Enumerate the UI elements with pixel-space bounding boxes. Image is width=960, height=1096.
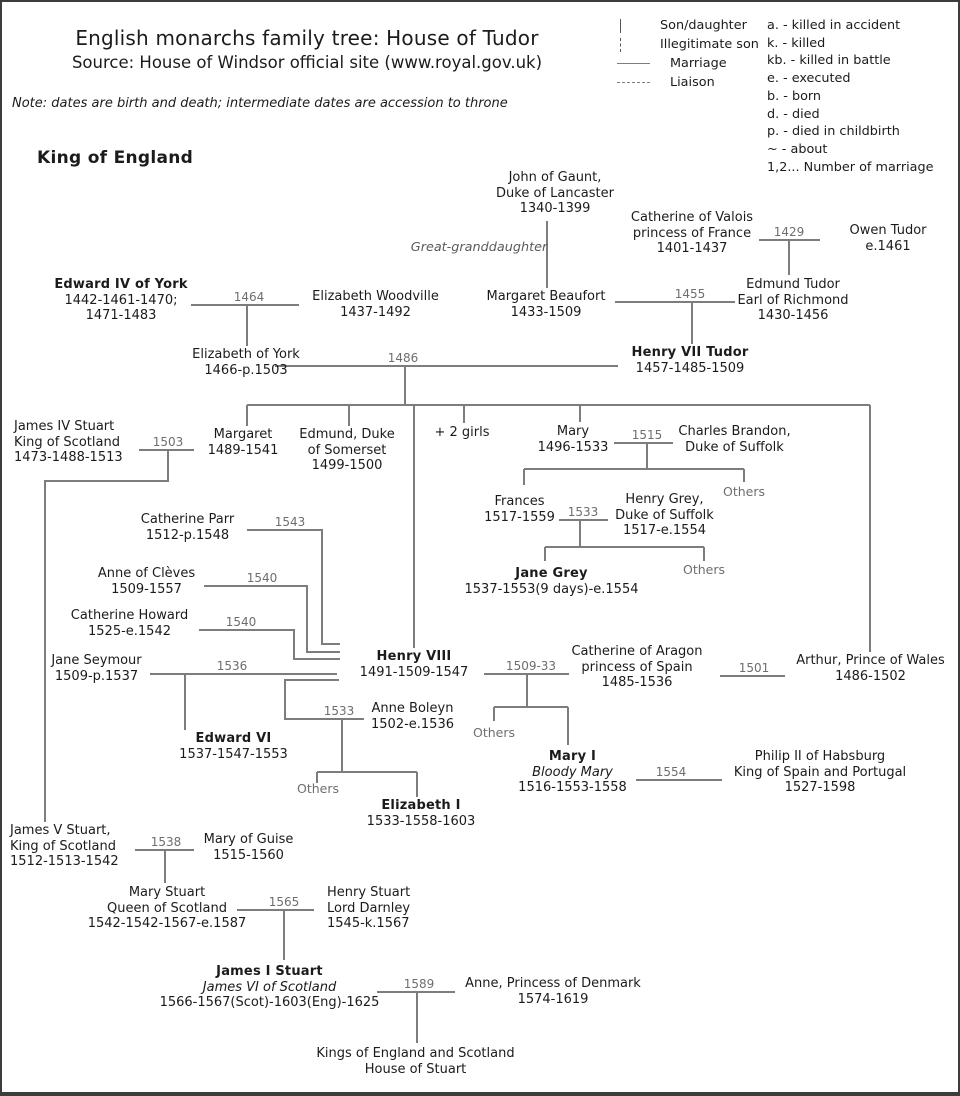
marriage-year-1540-howard: 1540 [225, 615, 257, 629]
person-dates: 1517-1559 [484, 509, 555, 525]
person-dates: 1512-p.1548 [145, 527, 230, 543]
person-name: Henry Stuart [327, 885, 411, 900]
marriage-year-1429: 1429 [773, 225, 805, 239]
person-name: Edmund Tudor [746, 277, 840, 292]
person-margaret-beaufort [476, 289, 616, 320]
others-label-boleyn: Others [296, 781, 340, 796]
person-dates: 1437-1492 [340, 304, 411, 320]
legend-label: Son/daughter [660, 18, 747, 33]
person-title: Duke of Suffolk [685, 439, 784, 455]
person-name: Elizabeth Woodville [312, 289, 439, 304]
person-name: Edward IV of York [54, 277, 188, 292]
label-house-of-stuart [308, 1046, 523, 1077]
page-title: English monarchs family tree: House of Tudor [75, 26, 539, 50]
person-dates: 1433-1509 [510, 304, 582, 320]
person-elizabeth-woodville [298, 289, 453, 320]
person-john-of-gaunt [480, 170, 630, 217]
person-dates: 1515-1560 [213, 847, 284, 863]
person-title: Earl of Richmond [737, 292, 849, 308]
person-anne-of-denmark [458, 976, 648, 1007]
legend-abbr: p. - died in childbirth [767, 124, 900, 140]
person-dates: 1525-e.1542 [88, 623, 171, 639]
illegitimate-son-line-icon [614, 38, 652, 52]
marriage-year-1515: 1515 [631, 428, 663, 442]
marriage-year-1533-grey: 1533 [567, 505, 599, 519]
person-catherine-parr [125, 512, 250, 543]
person-dates: 1499-1500 [311, 458, 383, 474]
person-name: Anne of Clèves [97, 566, 196, 581]
header [17, 26, 597, 72]
person-title: of Somerset [307, 442, 387, 458]
person-name: James V Stuart, [10, 823, 111, 838]
person-alt-name: James VI of Scotland [202, 979, 337, 995]
marriage-year-1533-boleyn: 1533 [323, 704, 355, 718]
person-dates: 1489-1541 [207, 442, 279, 458]
liaison-line-icon [614, 82, 652, 83]
person-name: Margaret Beaufort [486, 289, 606, 304]
person-name: Jane Grey [515, 566, 588, 581]
legend-row-son-daughter [614, 16, 764, 35]
legend-abbr: a. - killed in accident [767, 18, 901, 33]
person-dates: 1517-e.1554 [623, 523, 706, 539]
person-name: Margaret [213, 427, 273, 442]
person-name: Mary I [548, 749, 597, 764]
person-jane-grey [444, 566, 659, 597]
person-dates: 1509-p.1537 [54, 668, 139, 684]
person-name: John of Gaunt, [508, 170, 602, 185]
person-dates: 1496-1533 [537, 439, 609, 455]
person-dates: 1537-1547-1553 [179, 746, 288, 762]
person-henry-viii [339, 649, 489, 680]
marriage-line-1540-cleves [204, 586, 340, 652]
person-henry-stuart [327, 885, 437, 932]
person-name: Catherine of Aragon [571, 644, 703, 659]
person-name: Mary of Guise [203, 832, 294, 847]
person-frances [472, 494, 567, 525]
legend-abbr: kb. - killed in battle [767, 53, 891, 69]
legend-row-illegitimate-son [614, 35, 764, 54]
person-title: princess of France [632, 225, 752, 241]
person-dates: 1566-1567(Scot)-1603(Eng)-1625 [159, 995, 380, 1011]
others-label-aragon: Others [472, 725, 516, 740]
person-name: Anne, Princess of Denmark [465, 976, 641, 991]
legend-abbr: d. - died [767, 106, 820, 122]
marriage-year-1565: 1565 [268, 895, 300, 909]
person-edward-iv [41, 277, 201, 324]
person-dates: 1537-1553(9 days)-e.1554 [464, 581, 639, 597]
person-dates: 1502-e.1536 [371, 716, 454, 732]
legend-abbr: k. - killed [767, 35, 826, 51]
person-jane-seymour [34, 653, 159, 684]
person-title: King of Spain and Portugal [733, 764, 907, 780]
person-elizabeth-i [351, 798, 491, 829]
person-name: Jane Seymour [51, 653, 142, 668]
marriage-year-1455: 1455 [674, 287, 706, 301]
person-james-iv [14, 419, 144, 466]
person-dates: 1574-1619 [517, 991, 589, 1007]
person-dates: 1466-p.1503 [204, 362, 288, 378]
marriage-year-1464: 1464 [233, 290, 265, 304]
marriage-year-1543: 1543 [274, 515, 306, 529]
legend-abbr: ~ - about [767, 141, 828, 157]
person-title: Lord Darnley [327, 900, 411, 916]
others-label-grey: Others [682, 562, 726, 577]
person-nickname: Bloody Mary [532, 764, 613, 780]
source-line: Source: House of Windsor official site (www.royal.gov.uk) [71, 53, 543, 72]
marriage-year-1503: 1503 [152, 435, 184, 449]
person-catherine-of-valois [622, 210, 762, 257]
children-note: + 2 girls [434, 425, 490, 440]
legend-label: Illegitimate son [660, 37, 759, 52]
person-edmund-tudor [728, 277, 858, 324]
marriage-year-1540-cleves: 1540 [246, 571, 278, 585]
person-title: King of Scotland [10, 838, 116, 854]
person-title: Duke of Suffolk [615, 507, 714, 523]
person-dates: 1471-1483 [85, 308, 157, 324]
legend-abbr: 1,2... Number of marriage [767, 159, 934, 175]
descendants-label: Kings of England and Scotland [316, 1046, 515, 1061]
person-name: James IV Stuart [14, 419, 115, 434]
person-name: Frances [494, 494, 545, 509]
person-dates: 1545-k.1567 [327, 916, 410, 932]
person-dates: 1533-1558-1603 [366, 813, 476, 829]
marriage-year-1538: 1538 [150, 835, 182, 849]
person-dates: 1509-1557 [111, 581, 182, 597]
person-name: Catherine of Valois [630, 210, 754, 225]
person-henry-vii [615, 345, 765, 376]
person-title: Duke of Lancaster [496, 185, 614, 201]
person-name: Anne Boleyn [371, 701, 454, 716]
person-name: Mary [556, 424, 590, 439]
person-title: King of Scotland [14, 434, 120, 450]
person-dates: 1491-1509-1547 [359, 664, 469, 680]
person-mary-tudor [528, 424, 618, 455]
person-name: Henry Grey, [625, 492, 704, 507]
person-arthur-prince-of-wales [783, 653, 958, 684]
person-dates: 1512-1513-1542 [10, 854, 119, 870]
person-edward-vi [161, 731, 306, 762]
label-plus-2-girls [417, 425, 507, 441]
person-name: Edmund, Duke [299, 427, 395, 442]
person-name: Charles Brandon, [678, 424, 791, 439]
legend-label: Liaison [670, 75, 715, 90]
person-mary-stuart [72, 885, 262, 932]
marriage-line-icon [614, 63, 652, 64]
legend-row-marriage [614, 54, 764, 73]
person-name: Philip II of Habsburg [754, 749, 886, 764]
person-dates: 1485-1536 [601, 675, 673, 691]
person-margaret-tudor [198, 427, 288, 458]
person-dates: 1516-1553-1558 [518, 780, 627, 796]
person-title: Queen of Scotland [106, 900, 228, 916]
person-name: Elizabeth of York [192, 347, 300, 362]
person-edmund-duke-of-somerset [287, 427, 407, 474]
person-dates: 1473-1488-1513 [14, 450, 123, 466]
person-dates: 1401-1437 [656, 241, 728, 257]
person-title: princess of Spain [581, 659, 693, 675]
person-name: James I Stuart [216, 964, 323, 979]
person-dates: e.1461 [865, 238, 911, 254]
great-granddaughter-label: Great-granddaughter [410, 240, 548, 255]
person-name: Edward VI [195, 731, 272, 746]
person-henry-grey [602, 492, 727, 539]
legend-row-liaison [614, 73, 764, 92]
person-dates: 1457-1485-1509 [635, 360, 745, 376]
person-name: Elizabeth I [381, 798, 461, 813]
person-dates: 1442-1461-1470; [64, 292, 178, 308]
person-mary-of-guise [191, 832, 306, 863]
person-dates: 1527-1598 [784, 780, 856, 796]
legend-abbr: b. - born [767, 88, 822, 104]
marriage-year-1554: 1554 [655, 765, 687, 779]
person-name: Arthur, Prince of Wales [796, 653, 945, 668]
person-catherine-howard [57, 608, 202, 639]
person-dates: 1340-1399 [519, 201, 591, 217]
legend-symbols [614, 16, 764, 92]
marriage-year-1501: 1501 [738, 661, 770, 675]
person-dates: 1542-1542-1567-e.1587 [87, 916, 247, 932]
note-line: Note: dates are birth and death; intermediate dates are accession to throne [12, 96, 508, 111]
person-anne-of-cleves [84, 566, 209, 597]
person-james-v [10, 823, 145, 870]
person-catherine-of-aragon [562, 644, 712, 691]
marriage-year-1509-33: 1509-33 [505, 659, 557, 673]
person-name: Catherine Howard [70, 608, 189, 623]
person-name: Catherine Parr [140, 512, 235, 527]
legend-abbr: e. - executed [767, 71, 851, 87]
marriage-line-1540-howard [199, 630, 340, 659]
marriage-year-1589: 1589 [403, 977, 435, 991]
marriage-year-1486: 1486 [387, 351, 419, 365]
person-name: Henry VIII [376, 649, 452, 664]
person-james-i [147, 964, 392, 1011]
descendants-label: House of Stuart [364, 1061, 467, 1077]
marriage-line-1543-parr [247, 530, 340, 644]
person-anne-boleyn [355, 701, 470, 732]
legend-abbreviations [767, 17, 960, 176]
person-dates: 1486-1502 [835, 668, 906, 684]
son-daughter-line-icon [614, 19, 652, 33]
person-name: Henry VII Tudor [631, 345, 749, 360]
person-charles-brandon [667, 424, 802, 455]
person-name: Mary Stuart [128, 885, 206, 900]
legend-label: Marriage [670, 56, 727, 71]
person-mary-i [505, 749, 640, 796]
person-elizabeth-of-york [181, 347, 311, 378]
others-label-brandon: Others [722, 484, 766, 499]
marriage-year-1536: 1536 [216, 659, 248, 673]
person-philip-ii [720, 749, 920, 796]
person-owen-tudor [833, 223, 943, 254]
person-dates: 1430-1456 [757, 308, 829, 324]
section-label-king-of-england: King of England [37, 148, 194, 168]
person-name: Owen Tudor [849, 223, 927, 238]
